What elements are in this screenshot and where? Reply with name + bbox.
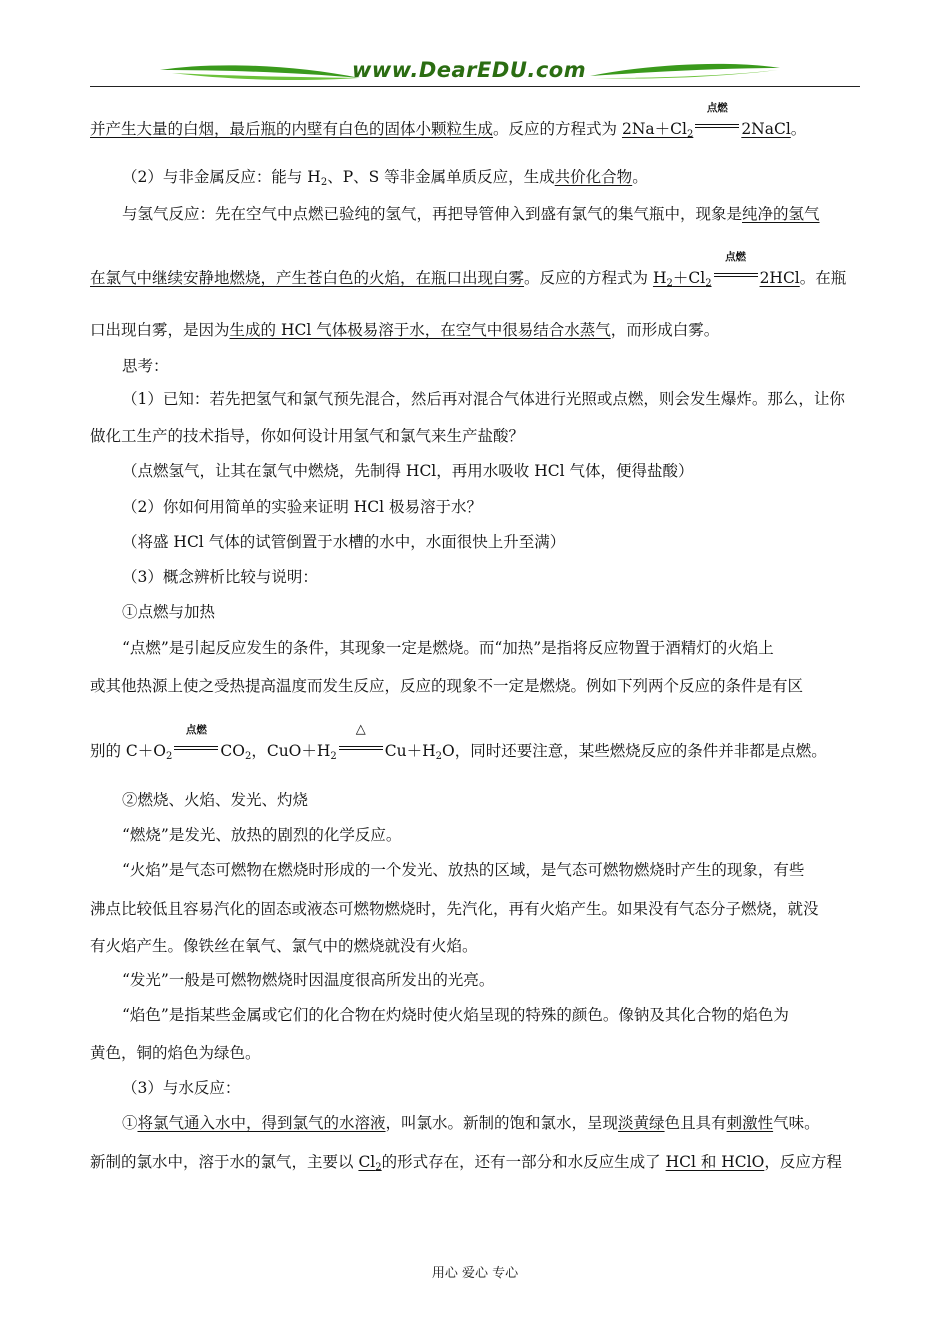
subscript: 2 xyxy=(435,751,443,762)
heating-triangle-icon: △ xyxy=(355,722,366,737)
page-header xyxy=(90,56,860,90)
text-line xyxy=(122,636,774,658)
subscript: 2 xyxy=(320,177,328,188)
equation-right: 2HCl xyxy=(759,269,800,287)
text-line xyxy=(90,674,803,696)
formula-text: Cl xyxy=(358,1153,376,1171)
subscript: 2 xyxy=(666,278,673,289)
underlined-answer: 共价化合物 xyxy=(554,168,633,186)
formula-text: CO xyxy=(220,742,245,760)
formula-text: Cu＋H xyxy=(384,742,436,760)
text-span: 。 xyxy=(790,120,807,138)
text-line xyxy=(90,424,524,446)
equation-left xyxy=(653,269,712,287)
subscript: 2 xyxy=(330,751,337,762)
reaction-arrow xyxy=(339,722,383,758)
text-line xyxy=(90,1041,261,1063)
text-line xyxy=(122,1111,820,1133)
paragraph-text: 有火焰产生。像铁丝在氧气、氯气中的燃烧就没有火焰。 xyxy=(90,937,478,955)
text-span: ，叫氯水。新制的饱和氯水，呈现 xyxy=(385,1114,619,1132)
underlined-answer: HCl 和 HClO xyxy=(665,1153,765,1171)
text-span: 与氢气反应：先在空气中点燃已验纯的氢气，再把导管伸入到盛有氯气的集气瓶中，现象是 xyxy=(122,205,743,223)
text-span: 。 xyxy=(632,168,648,186)
subscript: 2 xyxy=(686,129,694,140)
underlined-answer: 在氯气中继续安静地燃烧，产生苍白色的火焰，在瓶口出现白雾 xyxy=(90,269,525,287)
subscript: 2 xyxy=(166,751,173,762)
text-line xyxy=(122,565,318,587)
underlined-answer: 生成的 HCl 气体极易溶于水，在空气中很易结合水蒸气 xyxy=(229,321,611,339)
underlined-answer xyxy=(358,1153,381,1171)
question-text: （3）概念辨析比较与说明： xyxy=(122,568,318,586)
question-text: （2）你如何用简单的实验来证明 HCl 极易溶于水？ xyxy=(122,498,483,516)
text-span: 。在瓶 xyxy=(799,269,847,287)
text-span: ① xyxy=(122,1114,138,1132)
text-line xyxy=(90,934,478,956)
reaction-condition: 点燃 xyxy=(706,102,728,114)
underlined-answer: 纯净的氢气 xyxy=(742,205,820,223)
text-span: 的形式存在，还有一部分和水反应生成了 xyxy=(381,1153,666,1171)
paragraph-text: “焰色”是指某些金属或它们的化合物在灼烧时使火焰呈现的特殊的颜色。像钠及其化合物的焰色为 xyxy=(122,1006,789,1024)
text-line xyxy=(90,897,819,919)
subscript: 2 xyxy=(375,1162,382,1173)
formula-text: 别的 C＋O xyxy=(90,742,166,760)
underlined-answer: 将氯气通入水中，得到氯气的水溶液 xyxy=(137,1114,386,1132)
paragraph-text: 沸点比较低且容易汽化的固态或液态可燃物燃烧时，先汽化，再有火焰产生。如果没有气态分子燃烧，就没 xyxy=(90,900,819,918)
text-line xyxy=(122,600,215,622)
text-line xyxy=(90,102,807,140)
text-line xyxy=(122,354,169,376)
site-logo-text: www.DearEDU.com xyxy=(352,58,587,82)
text-line xyxy=(122,165,648,187)
reaction-arrow xyxy=(714,251,758,285)
paragraph-text: 或其他热源上使之受热提高温度而发生反应，反应的现象不一定是燃烧。例如下列两个反应的条件是有区 xyxy=(90,677,804,695)
reaction-condition: 点燃 xyxy=(725,251,747,263)
text-line xyxy=(122,968,494,990)
text-line xyxy=(122,1076,240,1098)
text-line xyxy=(122,202,820,224)
text-line xyxy=(122,387,845,409)
text-span: 色且具有 xyxy=(664,1114,727,1132)
paragraph-text: 黄色，铜的焰色为绿色。 xyxy=(90,1044,261,1062)
text-line xyxy=(90,318,719,340)
text-line xyxy=(122,530,565,552)
answer-text: （将盛 HCl 气体的试管倒置于水槽的水中，水面很快上升至满） xyxy=(122,533,566,551)
text-line xyxy=(90,251,847,289)
formula-text: ，CuO＋H xyxy=(251,742,331,760)
text-line xyxy=(122,459,693,481)
subheading: ①点燃与加热 xyxy=(122,603,216,621)
reaction-arrow xyxy=(695,102,739,136)
header-rule xyxy=(90,86,860,87)
text-span: 、P、S 等非金属单质反应，生成 xyxy=(327,168,555,186)
reaction-condition: 点燃 xyxy=(185,724,207,736)
underlined-answer: 刺激性 xyxy=(726,1114,774,1132)
subheading: ②燃烧、火焰、发光、灼烧 xyxy=(122,791,309,809)
underlined-answer: 并产生大量的白烟，最后瓶的内壁有白色的固体小颗粒生成 xyxy=(90,120,494,138)
text-span: 新制的氯水中，溶于水的氯气，主要以 xyxy=(90,1153,359,1171)
text-line xyxy=(122,495,482,517)
paragraph-text: “发光”一般是可燃物燃烧时因温度很高所发出的光亮。 xyxy=(122,971,495,989)
text-line xyxy=(90,1150,842,1172)
page-footer: 用心 爱心 专心 xyxy=(431,1266,519,1281)
answer-text: （点燃氢气，让其在氯气中燃烧，先制得 HCl，再用水吸收 HCl 气体，便得盐酸） xyxy=(122,462,694,480)
paragraph-text: “火焰”是气态可燃物在燃烧时形成的一个发光、放热的区域，是气态可燃物燃烧时产生的现象，有些 xyxy=(122,861,805,879)
equation-right: 2NaCl xyxy=(741,120,791,138)
text-span: 气味。 xyxy=(773,1114,820,1132)
question-text: （1）已知：若先把氢气和氯气预先混合，然后再对混合气体进行光照或点燃，则会发生爆炸。那么，让你 xyxy=(122,390,845,408)
text-line xyxy=(122,858,804,880)
text-span: 。反应的方程式为 xyxy=(524,269,653,287)
text-span: 口出现白雾，是因为 xyxy=(90,321,230,339)
paragraph-text: “燃烧”是发光、放热的剧烈的化学反应。 xyxy=(122,826,402,844)
text-span: O，同时还要注意，某些燃烧反应的条件并非都是点燃。 xyxy=(442,742,827,760)
text-line xyxy=(122,788,308,810)
reaction-arrow xyxy=(174,724,218,758)
text-span: ，而形成白雾。 xyxy=(610,321,720,339)
text-line xyxy=(122,823,401,845)
question-text: （3）与水反应： xyxy=(122,1079,241,1097)
text-span: ，反应方程 xyxy=(764,1153,842,1171)
underlined-answer: 淡黄绿 xyxy=(618,1114,665,1132)
text-span: 。反应的方程式为 xyxy=(493,120,622,138)
formula-text: 2Na＋Cl xyxy=(621,120,687,138)
equation-left xyxy=(622,120,693,138)
subscript: 2 xyxy=(244,751,252,762)
text-line xyxy=(122,1003,789,1025)
text-span: （2）与非金属反应：能与 H xyxy=(122,168,321,186)
question-text: 做化工生产的技术指导，你如何设计用氢气和氯气来生产盐酸？ xyxy=(90,427,525,445)
formula-text: H xyxy=(652,269,667,287)
subscript: 2 xyxy=(705,278,712,289)
section-label: 思考： xyxy=(122,357,169,375)
paragraph-text: “点燃”是引起反应发生的条件，其现象一定是燃烧。而“加热”是指将反应物置于酒精灯的火焰上 xyxy=(122,639,774,657)
formula-text: ＋Cl xyxy=(672,269,706,287)
text-line xyxy=(90,722,827,762)
